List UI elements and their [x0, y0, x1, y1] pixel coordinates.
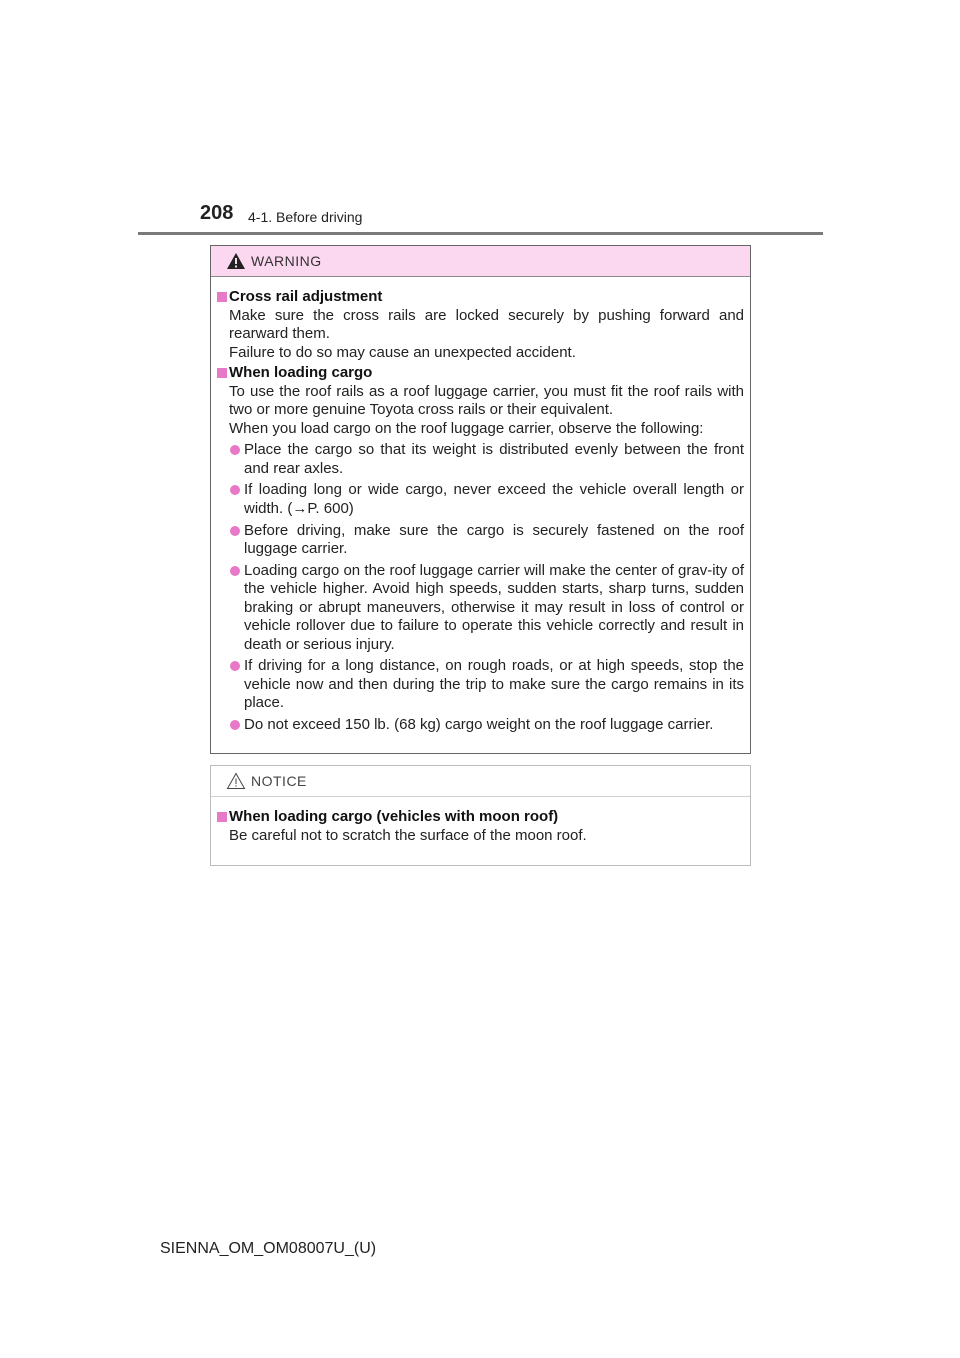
- document-footer: SIENNA_OM_OM08007U_(U): [160, 1240, 377, 1257]
- notice-triangle-icon: [226, 772, 246, 790]
- item-title: When loading cargo (vehicles with moon roof): [229, 808, 559, 825]
- list-item: [229, 657, 744, 713]
- list-item-text: If loading long or wide cargo, never exceed the vehicle overall length or width. (→P. 600): [244, 481, 744, 517]
- list-item-text: If driving for a long distance, on rough roads, or at high speeds, stop the vehicle now and then during the trip to make sure the cargo remains in its place.: [244, 657, 744, 712]
- list-item: [229, 481, 744, 518]
- warning-header: [211, 246, 750, 277]
- header-divider: [138, 232, 823, 235]
- circle-bullet-icon: [230, 566, 240, 576]
- list-item-text: Before driving, make sure the cargo is securely fastened on the roof luggage carrier.: [244, 521, 744, 558]
- item-paragraph: To use the roof rails as a roof luggage carrier, you must fit the roof rails with two or more genuine Toyota cross rails or their equivalent.: [229, 382, 744, 418]
- circle-bullet-icon: [230, 485, 240, 495]
- warning-label: WARNING: [251, 252, 322, 269]
- list-item-text: Do not exceed 150 lb. (68 kg) cargo weight on the roof luggage carrier.: [244, 716, 714, 734]
- list-item: [229, 441, 744, 478]
- circle-bullet-icon: [230, 445, 240, 455]
- list-item: [229, 716, 744, 735]
- item-paragraph: When you load cargo on the roof luggage carrier, observe the following:: [229, 419, 704, 437]
- square-bullet-icon: [217, 368, 227, 378]
- square-bullet-icon: [217, 812, 227, 822]
- notice-header: [211, 766, 750, 797]
- list-item-text: Loading cargo on the roof luggage carrier will make the center of grav-ity of the vehicle higher. Avoid high speeds, sudden starts, sharp turns, sudden braking or abrupt maneuvers, otherwise it may result in loss of control or vehicle rollover due to failure to operate this vehicle correctly and result in death or serious injury.: [244, 561, 744, 653]
- list-item: [229, 522, 744, 559]
- circle-bullet-icon: [230, 526, 240, 536]
- item-paragraph: Failure to do so may cause an unexpected accident.: [229, 343, 576, 361]
- warning-box: [210, 245, 751, 754]
- warning-item-cross-rail: [217, 288, 744, 362]
- circle-bullet-icon: [230, 661, 240, 671]
- notice-label: NOTICE: [251, 772, 307, 789]
- section-title: 4-1. Before driving: [248, 209, 363, 225]
- warning-item-loading-cargo: [217, 364, 744, 735]
- page-number: 208: [200, 202, 234, 224]
- item-title: Cross rail adjustment: [229, 288, 383, 305]
- square-bullet-icon: [217, 292, 227, 302]
- circle-bullet-icon: [230, 720, 240, 730]
- item-paragraph: Be careful not to scratch the surface of the moon roof.: [229, 826, 587, 844]
- notice-box: [210, 765, 751, 866]
- item-title: When loading cargo: [229, 364, 373, 381]
- list-item-text: Place the cargo so that its weight is distributed evenly between the front and rear axles.: [244, 441, 744, 477]
- list-item: [229, 562, 744, 655]
- notice-item-moon-roof: [217, 808, 744, 845]
- item-paragraph: Make sure the cross rails are locked securely by pushing forward and rearward them.: [229, 306, 744, 342]
- warning-triangle-icon: [226, 252, 246, 270]
